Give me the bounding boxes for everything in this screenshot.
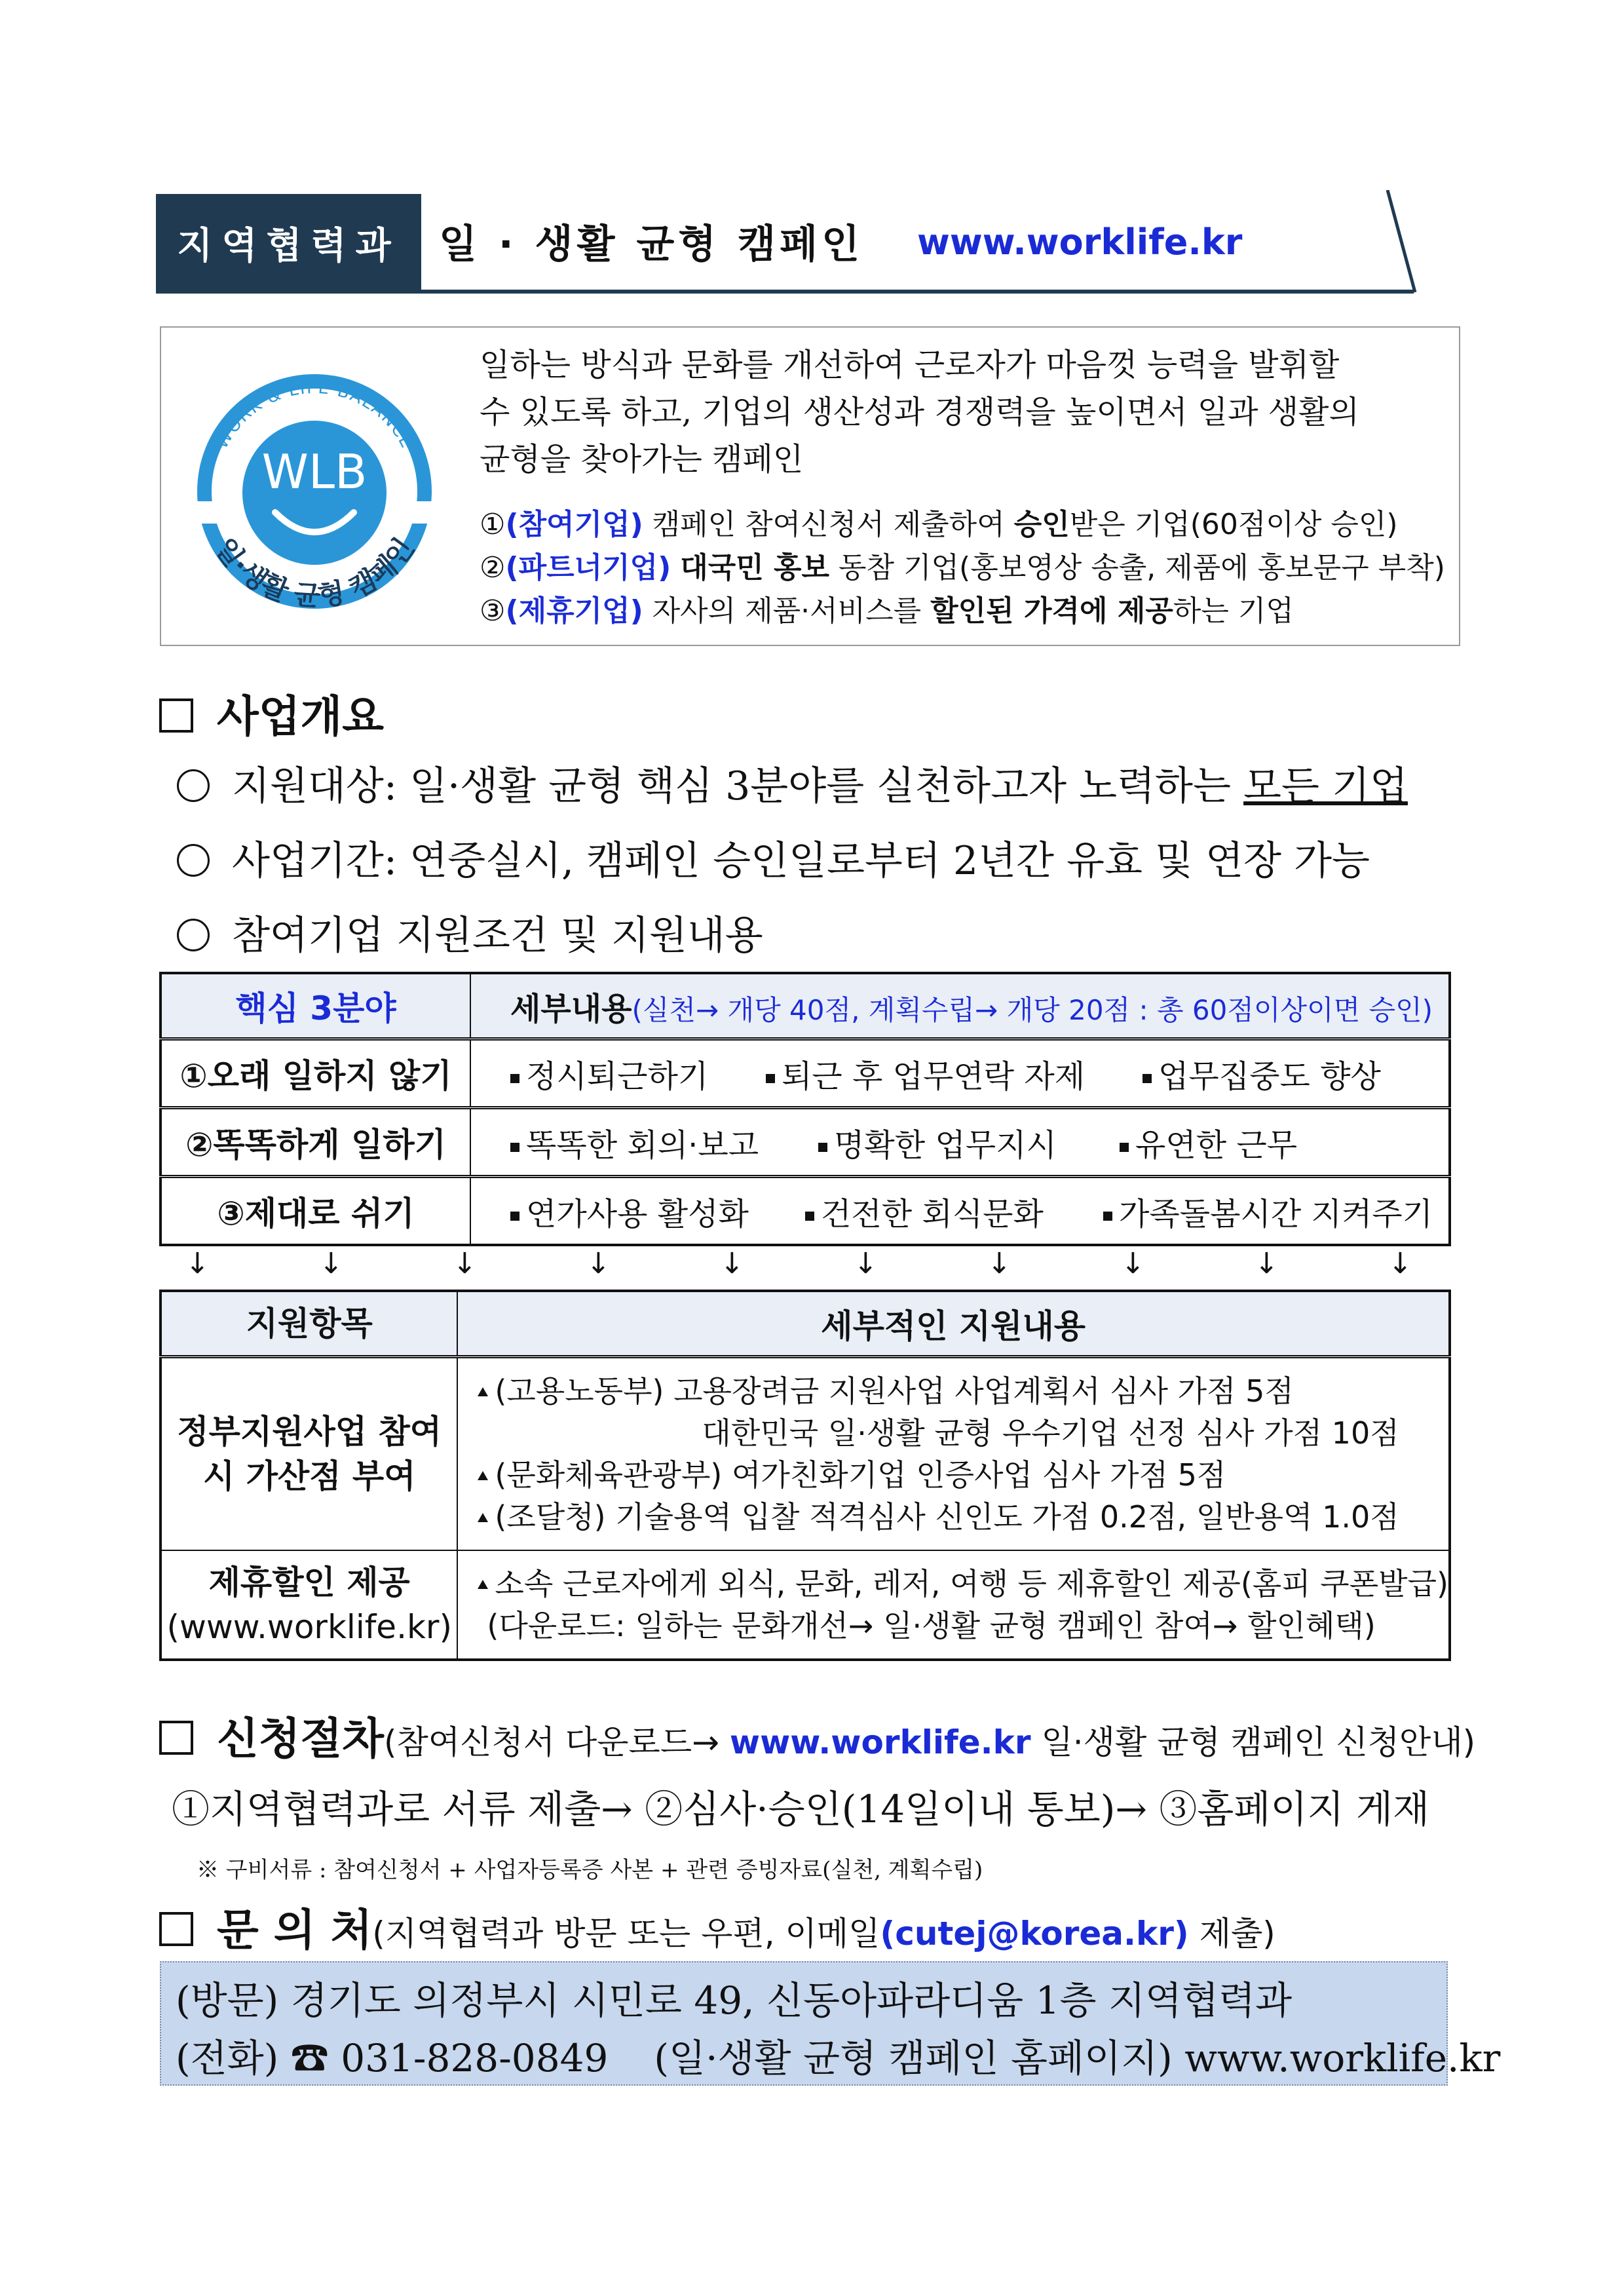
down-arrow-icon: ↓: [1121, 1247, 1145, 1280]
header-slash-decoration: [1382, 190, 1422, 295]
down-arrow-icon: ↓: [1388, 1247, 1412, 1280]
overview-heading: 사업개요: [159, 681, 384, 744]
overview-period: 사업기간: 연중실시, 캠페인 승인일로부터 2년간 유효 및 연장 가능: [177, 830, 1370, 886]
intro-desc-1: 일하는 방식과 문화를 개선하여 근로자가 마음껏 능력을 발휘할: [480, 347, 1340, 383]
table-header-row: [161, 1291, 1450, 1357]
col-support-item: 지원항목: [161, 1291, 457, 1357]
support-table: [159, 1290, 1451, 1661]
apply-steps: ①지역협력과로 서류 제출→ ②심사·승인(14일이내 통보)→ ③홈페이지 게재: [172, 1787, 1430, 1831]
header-url-link[interactable]: www.worklife.kr: [917, 221, 1243, 263]
support-details-cell: 소속 근로자에게 외식, 문화, 레저, 여행 등 제휴할인 제공(홈피 쿠폰발급) (다운로드: 일하는 문화개선→ 일·생활 균형 캠페인 참여→ 할인혜택): [457, 1550, 1450, 1660]
apply-heading: 신청절차(참여신청서 다운로드→ www.worklife.kr 일·생활 균형 캠페인 신청안내): [159, 1704, 1475, 1766]
down-arrow-icon: ↓: [185, 1247, 210, 1280]
logo-mark-text: WLB: [261, 444, 368, 499]
table-header-row: [161, 973, 1450, 1039]
logo-bottom-text: 일·생활 균형 캠페인: [208, 532, 421, 613]
intro-desc-2: 수 있도록 하고, 기업의 생산성과 경쟁력을 높이면서 일과 생활의: [480, 394, 1359, 430]
support-item-cell: 제휴할인 제공 (www.worklife.kr): [161, 1550, 457, 1660]
table-row: [161, 1357, 1450, 1551]
circle-bullet-icon: [177, 769, 210, 802]
table-row: ②똑똑하게 일하기 똑똑한 회의·보고 명확한 업무지시 유연한 근무: [161, 1108, 1450, 1177]
table-row: ①오래 일하지 않기 정시퇴근하기 퇴근 후 업무연락 자제 업무집중도 향상: [161, 1039, 1450, 1108]
wlb-logo: [177, 341, 452, 629]
circle-bullet-icon: [177, 844, 210, 877]
checkbox-square-icon: [159, 698, 193, 733]
contact-phone-line: (전화) ☎ 031-828-0849 (일·생활 균형 캠페인 홈페이지) www.worklife.kr: [176, 2036, 1501, 2080]
down-arrow-icon: ↓: [453, 1247, 477, 1280]
core-areas-table: [159, 972, 1451, 1246]
col-details: 세부내용(실천→ 개당 40점, 계획수립→ 개당 20점 : 총 60점이상이면 승인): [470, 973, 1450, 1039]
intro-type-2: ②(파트너기업) 대국민 홍보 동참 기업(홍보영상 송출, 제품에 홍보문구 부착): [480, 551, 1445, 584]
campaign-title: 일 · 생활 균형 캠페인: [439, 221, 864, 267]
intro-desc-3: 균형을 찾아가는 캠페인: [480, 441, 804, 478]
header-divider: [156, 290, 1414, 294]
down-arrow-icon: ↓: [987, 1247, 1011, 1280]
area-cell: ①오래 일하지 않기: [161, 1039, 470, 1108]
support-item-cell: 정부지원사업 참여 시 가산점 부여: [161, 1357, 457, 1551]
down-arrow-icon: ↓: [720, 1247, 744, 1280]
area-cell: ③제대로 쉬기: [161, 1177, 470, 1246]
overview-conditions: 참여기업 지원조건 및 지원내용: [177, 904, 763, 961]
down-arrow-icon: ↓: [854, 1247, 878, 1280]
contact-visit: (방문) 경기도 의정부시 시민로 49, 신동아파라디움 1층 지역협력과: [176, 1978, 1293, 2023]
checkbox-square-icon: [159, 1721, 193, 1755]
intro-type-1: ①(참여기업) 캠페인 참여신청서 제출하여 승인받은 기업(60점이상 승인): [480, 508, 1398, 541]
apply-note: ※ 구비서류 : 참여신청서 + 사업자등록증 사본 + 관련 증빙자료(실천, 계획수립): [197, 1857, 983, 1883]
checkbox-square-icon: [159, 1912, 193, 1946]
area-cell: ②똑똑하게 일하기: [161, 1108, 470, 1177]
col-support-details: 세부적인 지원내용: [457, 1291, 1450, 1357]
down-arrow-icon: ↓: [1255, 1247, 1279, 1280]
table-row: ③제대로 쉬기 연가사용 활성화 건전한 회식문화 가족돌봄시간 지켜주기: [161, 1177, 1450, 1246]
col-core-areas: 핵심 3분야: [161, 973, 470, 1039]
overview-target: 지원대상: 일·생활 균형 핵심 3분야를 실천하고자 노력하는 모든 기업: [177, 755, 1408, 811]
down-arrows-row: [159, 1247, 1451, 1286]
table-row: [161, 1550, 1450, 1660]
phone-icon: ☎: [290, 2036, 329, 2080]
intro-type-3: ③(제휴기업) 자사의 제품·서비스를 할인된 가격에 제공하는 기업: [480, 594, 1294, 628]
down-arrow-icon: ↓: [319, 1247, 343, 1280]
inquiry-heading: 문 의 처(지역협력과 방문 또는 우편, 이메일(cutej@korea.kr) 제출): [159, 1895, 1275, 1957]
down-arrow-icon: ↓: [586, 1247, 611, 1280]
circle-bullet-icon: [177, 919, 210, 951]
logo-arc-text: WORK & LIFE BALANCE: [212, 377, 417, 453]
dept-label: 지역협력과: [156, 194, 421, 292]
support-details-cell: (고용노동부) 고용장려금 지원사업 사업계획서 심사 가점 5점 대한민국 일·생활 균형 우수기업 선정 심사 가점 10점 (문화체육관광부) 여가친화기업 인증사업 심사 가점 5점 (조달청) 기술용역 입찰 적격심사 신인도 가점 0.2점, 일반용역 1.0점: [457, 1357, 1450, 1551]
